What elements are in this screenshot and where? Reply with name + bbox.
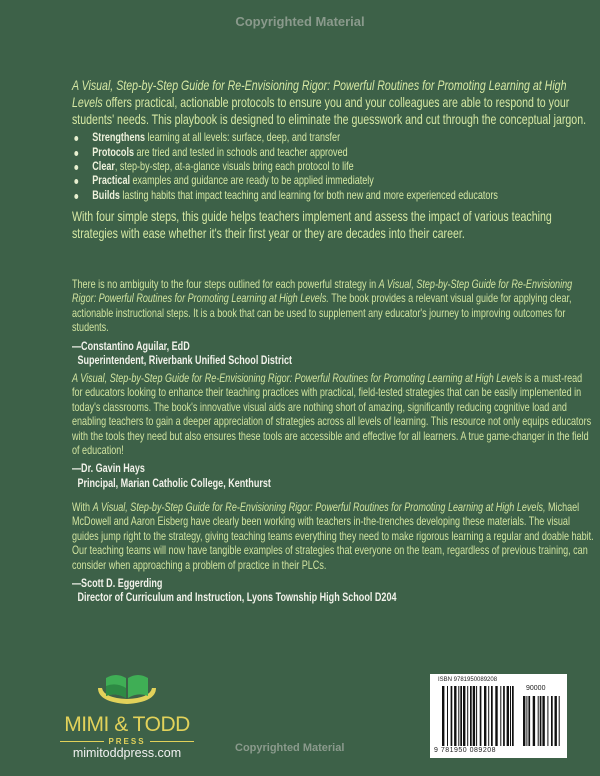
barcode-digits: 9 781950 089208 bbox=[434, 747, 496, 754]
quote-author: —Scott D. Eggerding bbox=[72, 577, 163, 591]
barcode-bar bbox=[491, 686, 493, 746]
quote-text: A Visual, Step-by-Step Guide for Re-Envisioning Rigor: Powerful Routines for Promoting Learning at High Levels is a must-read for educators looking to enhance their teaching practices with practical, field-tested strategies that can be easily implemented in today's classrooms. The book's innovative visual aids are nothing short of amazing, significantly reducing cognitive load and enabling teachers to gain a deeper appreciation of strategies across all levels of learning. This resource not only equips educators with the tools they need but also ensures these tools are accessible and effective for all learners. A true game-changer in the field of education! bbox=[72, 372, 592, 458]
barcode-bar bbox=[533, 696, 535, 746]
barcode-bar bbox=[528, 696, 530, 746]
barcode-bar bbox=[540, 696, 542, 746]
book-description bbox=[72, 78, 595, 242]
quote-author-role: Principal, Marian Catholic College, Kenthurst bbox=[77, 476, 271, 490]
barcode-bar bbox=[512, 686, 514, 746]
publisher-url: mimitoddpress.com bbox=[72, 746, 182, 760]
quote-text: With A Visual, Step-by-Step Guide for Re-Envisioning Rigor: Powerful Routines for Promoting Learning at High Levels, Michael McDowell and Aaron Eisberg have clearly been working with teachers in-the-trenches developing these materials. The visual guides jump right to the strategy, giving teaching teams everything they need to make rigorous learning a regular and doable habit. Our teaching teams will now have tangible examples of strategies that everyone on the team, regardless of previous training, can consider when approaching a problem of practice in their PLCs. bbox=[72, 501, 594, 572]
barcode-bar bbox=[500, 686, 501, 746]
barcode-bar bbox=[559, 696, 560, 746]
endorsement-quote bbox=[72, 501, 595, 606]
barcode-bar bbox=[538, 696, 539, 746]
barcode-bar bbox=[467, 686, 468, 746]
isbn-label: ISBN 9781950089208 bbox=[438, 677, 498, 683]
barcode-bar bbox=[451, 686, 453, 746]
barcode-bar bbox=[463, 686, 465, 746]
copyright-watermark-top: Copyrighted Material bbox=[235, 14, 365, 29]
quote-author-role: Superintendent, Riverbank Unified School District bbox=[77, 354, 293, 368]
barcode-bar bbox=[484, 686, 486, 746]
barcode-bar bbox=[442, 686, 444, 746]
barcode-bar bbox=[458, 686, 459, 746]
barcode-bar bbox=[510, 686, 511, 746]
isbn-barcode bbox=[430, 674, 567, 758]
barcode-bars bbox=[430, 674, 567, 758]
open-book-icon bbox=[92, 672, 162, 706]
closing-paragraph: With four simple steps, this guide helps teachers implement and assess the impact of various teaching strategies with ease whether it's their first year or they are decades into their career. bbox=[72, 208, 552, 241]
barcode-bar bbox=[555, 696, 557, 746]
endorsement-quote bbox=[72, 372, 595, 491]
barcode-bar bbox=[470, 686, 472, 746]
barcode-bar bbox=[495, 686, 497, 746]
quote-author: —Dr. Gavin Hays bbox=[72, 462, 145, 476]
intro-paragraph: A Visual, Step-by-Step Guide for Re-Envisioning Rigor: Powerful Routines for Promoting Learning at High Levels offers practical, actionable protocols to ensure you and your colleagues are able to respond to your students' needs. This playbook is designed to eliminate the guesswork and cut through the conceptual jargon. bbox=[72, 78, 587, 127]
barcode-bar bbox=[488, 686, 489, 746]
barcode-bar bbox=[523, 696, 525, 746]
barcode-bar bbox=[542, 696, 544, 746]
publisher-brand: MIMI & TODD bbox=[64, 713, 190, 736]
price-code: 90000 bbox=[526, 685, 546, 692]
barcode-bar bbox=[460, 686, 462, 746]
barcode-bar bbox=[526, 696, 527, 746]
feature-item: Practical examples and guidance are ready to be applied immediately bbox=[72, 174, 595, 188]
barcode-bar bbox=[503, 686, 505, 746]
feature-item: Protocols are tried and tested in schools and teacher approved bbox=[72, 146, 595, 160]
publisher-logo bbox=[60, 672, 194, 762]
barcode-bar bbox=[507, 686, 509, 746]
copyright-watermark-bottom: Copyrighted Material bbox=[235, 742, 345, 754]
barcode-bar bbox=[447, 686, 448, 746]
barcode-bar bbox=[454, 686, 456, 746]
endorsement-quote bbox=[72, 278, 595, 368]
barcode-bar bbox=[480, 686, 482, 746]
feature-item: Clear, step-by-step, at-a-glance visuals bring each protocol to life bbox=[72, 160, 595, 174]
barcode-bar bbox=[551, 696, 553, 746]
quote-author-role: Director of Curriculum and Instruction, Lyons Township High School D204 bbox=[77, 591, 397, 605]
barcode-bar bbox=[547, 696, 548, 746]
barcode-bar bbox=[476, 686, 477, 746]
feature-list bbox=[72, 131, 595, 202]
feature-item: Strengthens learning at all levels: surface, deep, and transfer bbox=[72, 131, 595, 145]
book-title: A Visual, Step-by-Step Guide for Re-Envisioning Rigor: Powerful Routines for Promoting Learning at High Levels bbox=[72, 78, 567, 110]
feature-item: Builds lasting habits that impact teaching and learning for both new and more experienced educators bbox=[72, 189, 595, 203]
publisher-press: PRESS bbox=[60, 737, 194, 746]
quote-author: —Constantino Aguilar, EdD bbox=[72, 339, 190, 353]
quote-text: There is no ambiguity to the four steps outlined for each powerful strategy in A Visual, Step-by-Step Guide for Re-Envisioning Rigor: Powerful Routines for Promoting Learning at High Levels. The book provides a relevant visual guide for applying clear, actionable instructional steps. It is a book that can be used to supplement any educator's journey to improving outcomes for students. bbox=[72, 278, 573, 335]
barcode-bar bbox=[473, 686, 475, 746]
